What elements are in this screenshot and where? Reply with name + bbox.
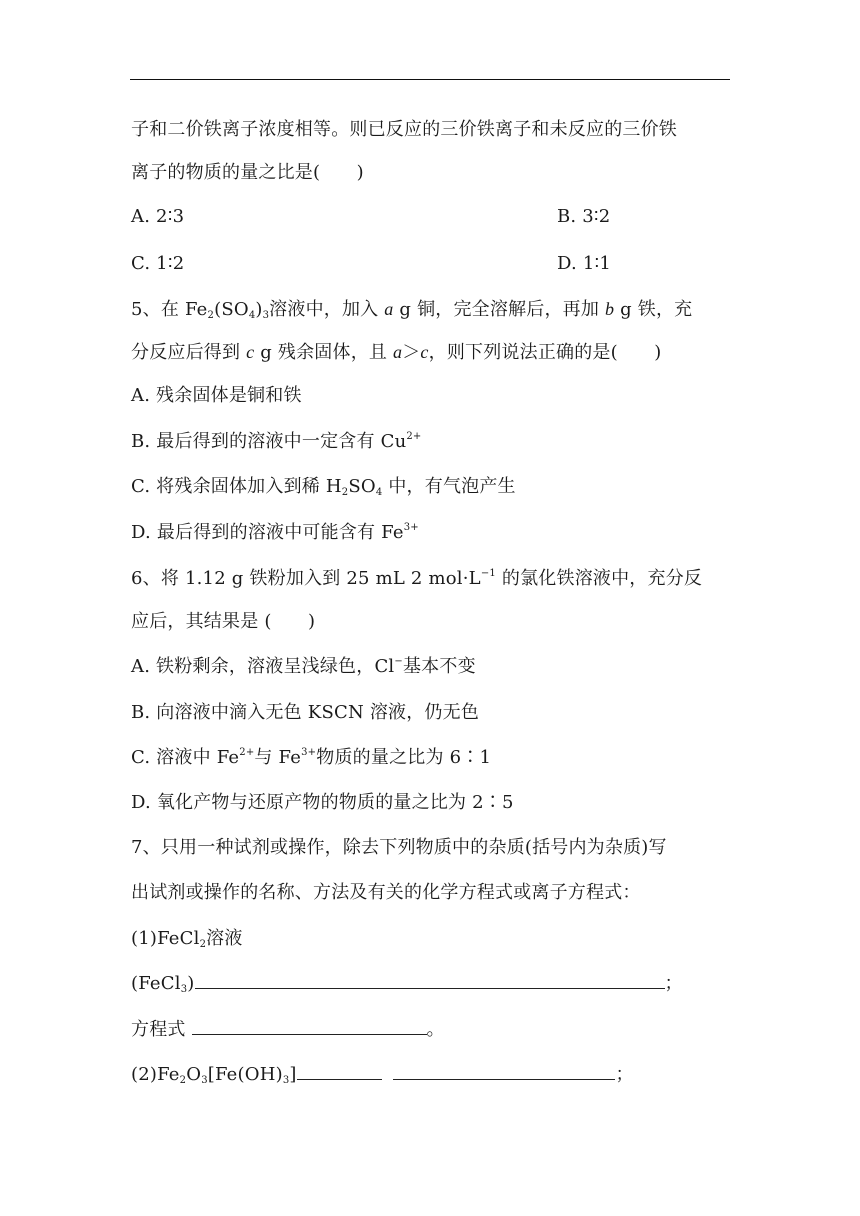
answer-blank-reagent-2[interactable] (297, 1063, 382, 1080)
q4-option-d: D. 1∶1 (557, 253, 612, 274)
q7-stem-line1: 7、只用一种试剂或操作，除去下列物质中的杂质(括号内为杂质)写 (131, 837, 667, 858)
q6-option-d: D. 氧化产物与还原产物的物质的量之比为 2∶5 (131, 792, 514, 813)
q6-stem-line2: 应后，其结果是 ( ) (131, 611, 316, 632)
q7-stem-line2: 出试剂或操作的名称、方法及有关的化学方程式或离子方程式： (131, 882, 641, 903)
q4-options-row2 (131, 252, 731, 276)
q6-option-b: B. 向溶液中滴入无色 KSCN 溶液，仍无色 (131, 702, 480, 723)
answer-blank-equation-2[interactable] (393, 1063, 615, 1080)
q6-stem-line1: 6、将 1.12 g 铁粉加入到 25 mL 2 $mol\cdot L^{-1}$ 的氯化铁溶液中，充分反 (131, 568, 703, 589)
q6-option-c: C. 溶液中 $Fe^{2+}$与 $Fe^{3+}$物质的量之比为 6∶1 (131, 747, 492, 768)
q5-stem-line1: 5、在 $Fe_2(SO_4)_3$溶液中，加入 a g 铜，完全溶解后，再加 b g 铁，充 (131, 299, 693, 321)
answer-blank-equation-1[interactable] (192, 1018, 427, 1035)
q4-continuation-line2: 离子的物质的量之比是( ) (131, 162, 364, 183)
header-rule (130, 79, 730, 80)
q7-part2-line: $(2)Fe_2O_3[Fe(OH)_3]$ ； (131, 1064, 634, 1086)
q4-continuation-line1: 子和二价铁离子浓度相等。则已反应的三价铁离子和未反应的三价铁 (131, 119, 677, 140)
q7-part1-equation-line: 方程式 。 (131, 1019, 445, 1040)
q5-option-a: A. 残余固体是铜和铁 (131, 385, 302, 406)
q7-part1-impurity-line: (FeCl$_3$) ； (131, 973, 683, 995)
q5-option-c: C. 将残余固体加入到稀 $H_2SO_4$ 中，有气泡产生 (131, 476, 516, 498)
q5-option-d: D. 最后得到的溶液中可能含有 $Fe^{3+}$ (131, 522, 419, 543)
q4-option-b: B. 3∶2 (557, 206, 611, 227)
q4-options-row1 (131, 205, 731, 229)
q5-stem-line2: 分反应后得到 c g 残余固体，且 a＞c，则下列说法正确的是( ) (131, 342, 662, 363)
q4-option-a: A. 2∶3 (131, 206, 185, 227)
q4-option-c: C. 1∶2 (131, 253, 185, 274)
q5-option-b: B. 最后得到的溶液中一定含有 $Cu^{2+}$ (131, 431, 422, 452)
q7-part1-label: (1)FeCl$_2$溶液 (131, 928, 243, 950)
q6-option-a: A. 铁粉剩余，溶液呈浅绿色，Cl−基本不变 (131, 656, 476, 677)
answer-blank-reagent-1[interactable] (195, 972, 665, 989)
